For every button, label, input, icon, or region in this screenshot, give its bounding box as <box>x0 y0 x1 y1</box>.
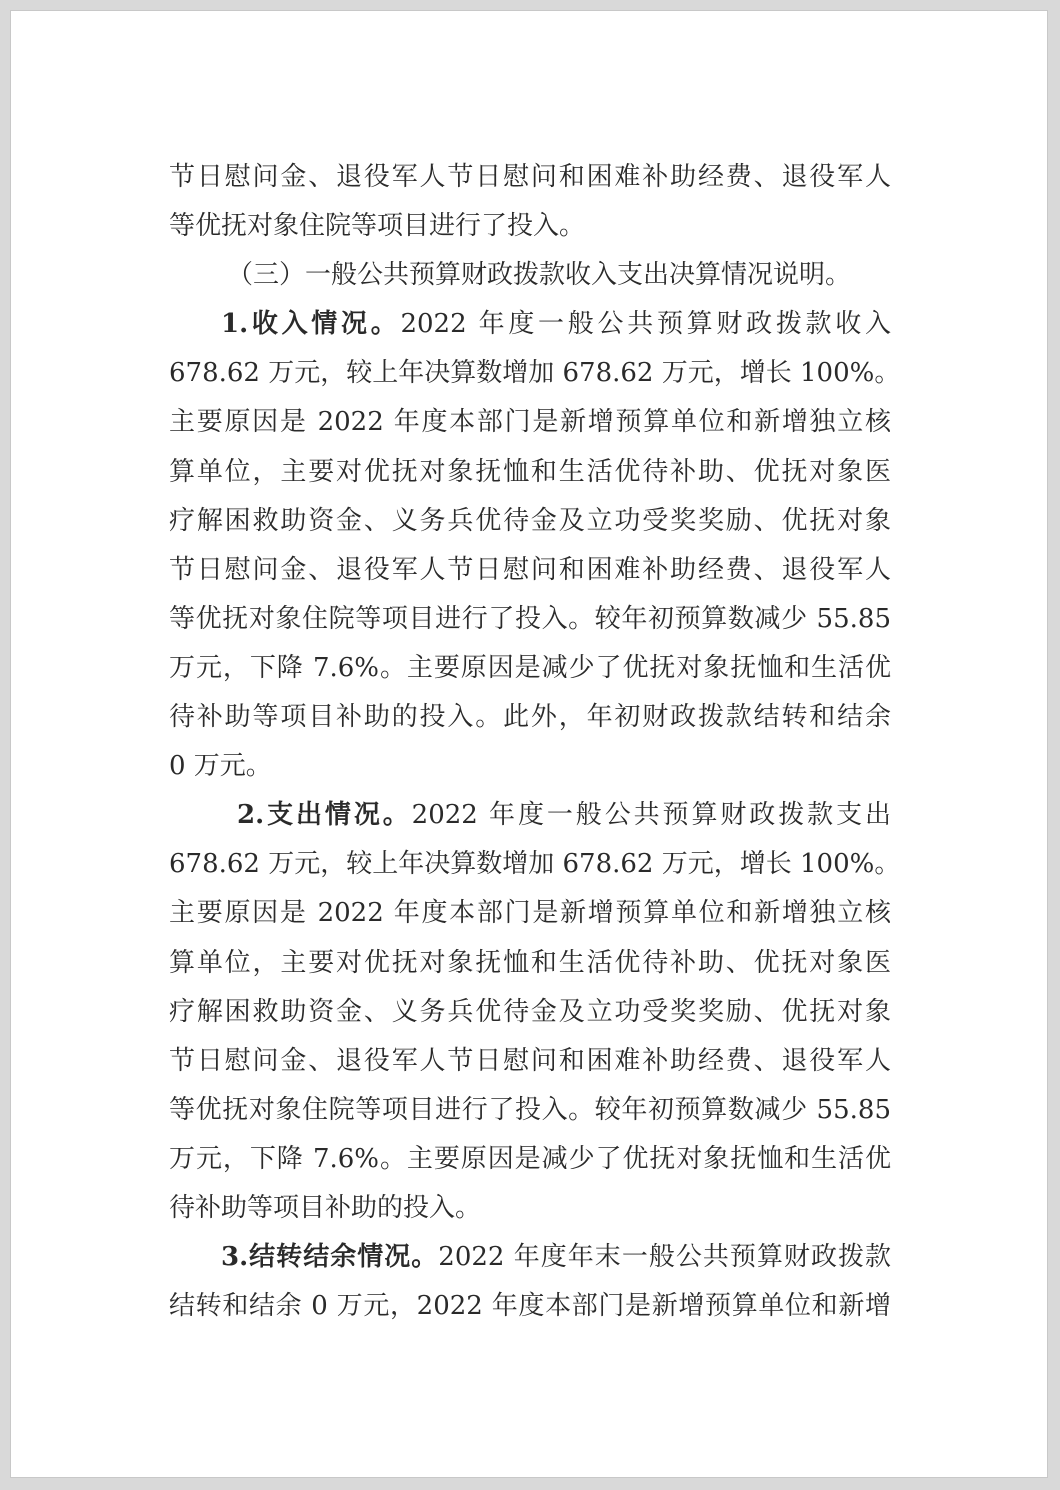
text-line: 算单位，主要对优抚对象抚恤和生活优待补助、优抚对象医 <box>169 947 891 978</box>
body-text <box>169 153 901 1331</box>
text-line: 算单位，主要对优抚对象抚恤和生活优待补助、优抚对象医 <box>169 456 891 487</box>
text-line: 万元，下降 7.6%。主要原因是减少了优抚对象抚恤和生活优 <box>169 1143 891 1174</box>
text-line: 等优抚对象住院等项目进行了投入。 <box>169 211 586 242</box>
text-line: 待补助等项目补助的投入。此外，年初财政拨款结转和结余 <box>169 702 891 733</box>
text-line: 节日慰问金、退役军人节日慰问和困难补助经费、退役军人 <box>169 162 891 192</box>
text-line: 节日慰问金、退役军人节日慰问和困难补助经费、退役军人 <box>169 1045 891 1076</box>
bold-lead: 3.结转结余情况。 <box>221 1242 439 1273</box>
first-line-text: 2022 年度年末一般公共预算财政拨款 <box>438 1242 891 1273</box>
text-line: 678.62 万元，较上年决算数增加 678.62 万元，增长 100%。 <box>169 849 901 880</box>
paragraph-first-line <box>169 791 891 840</box>
text-line: 等优抚对象住院等项目进行了投入。较年初预算数减少 55.85 <box>169 1094 891 1125</box>
text-line: 主要原因是 2022 年度本部门是新增预算单位和新增独立核 <box>169 407 891 438</box>
first-line-text: 2022 年度一般公共预算财政拨款收入 <box>400 309 891 340</box>
first-line-text: 2022 年度一般公共预算财政拨款支出 <box>411 800 891 831</box>
text-line: 主要原因是 2022 年度本部门是新增预算单位和新增独立核 <box>169 898 891 929</box>
paragraph-first-line <box>169 300 891 349</box>
text-line: 疗解困救助资金、义务兵优待金及立功受奖奖励、优抚对象 <box>169 996 891 1027</box>
bold-lead: 2.支出情况。 <box>237 800 412 831</box>
paragraph-first-line <box>169 1233 891 1282</box>
text-line: 万元，下降 7.6%。主要原因是减少了优抚对象抚恤和生活优 <box>169 652 891 683</box>
document-page <box>10 10 1048 1478</box>
text-line: 待补助等项目补助的投入。 <box>169 1192 482 1223</box>
text-line: 等优抚对象住院等项目进行了投入。较年初预算数减少 55.85 <box>169 603 891 634</box>
text-line: 0 万元。 <box>169 751 272 782</box>
section-heading: （三）一般公共预算财政拨款收入支出决算情况说明。 <box>227 260 852 291</box>
text-line: 678.62 万元，较上年决算数增加 678.62 万元，增长 100%。 <box>169 358 901 389</box>
text-line: 节日慰问金、退役军人节日慰问和困难补助经费、退役军人 <box>169 554 891 585</box>
text-line: 疗解困救助资金、义务兵优待金及立功受奖奖励、优抚对象 <box>169 505 891 536</box>
text-line: 结转和结余 0 万元，2022 年度本部门是新增预算单位和新增 <box>169 1291 891 1322</box>
bold-lead: 1.收入情况。 <box>221 309 401 340</box>
